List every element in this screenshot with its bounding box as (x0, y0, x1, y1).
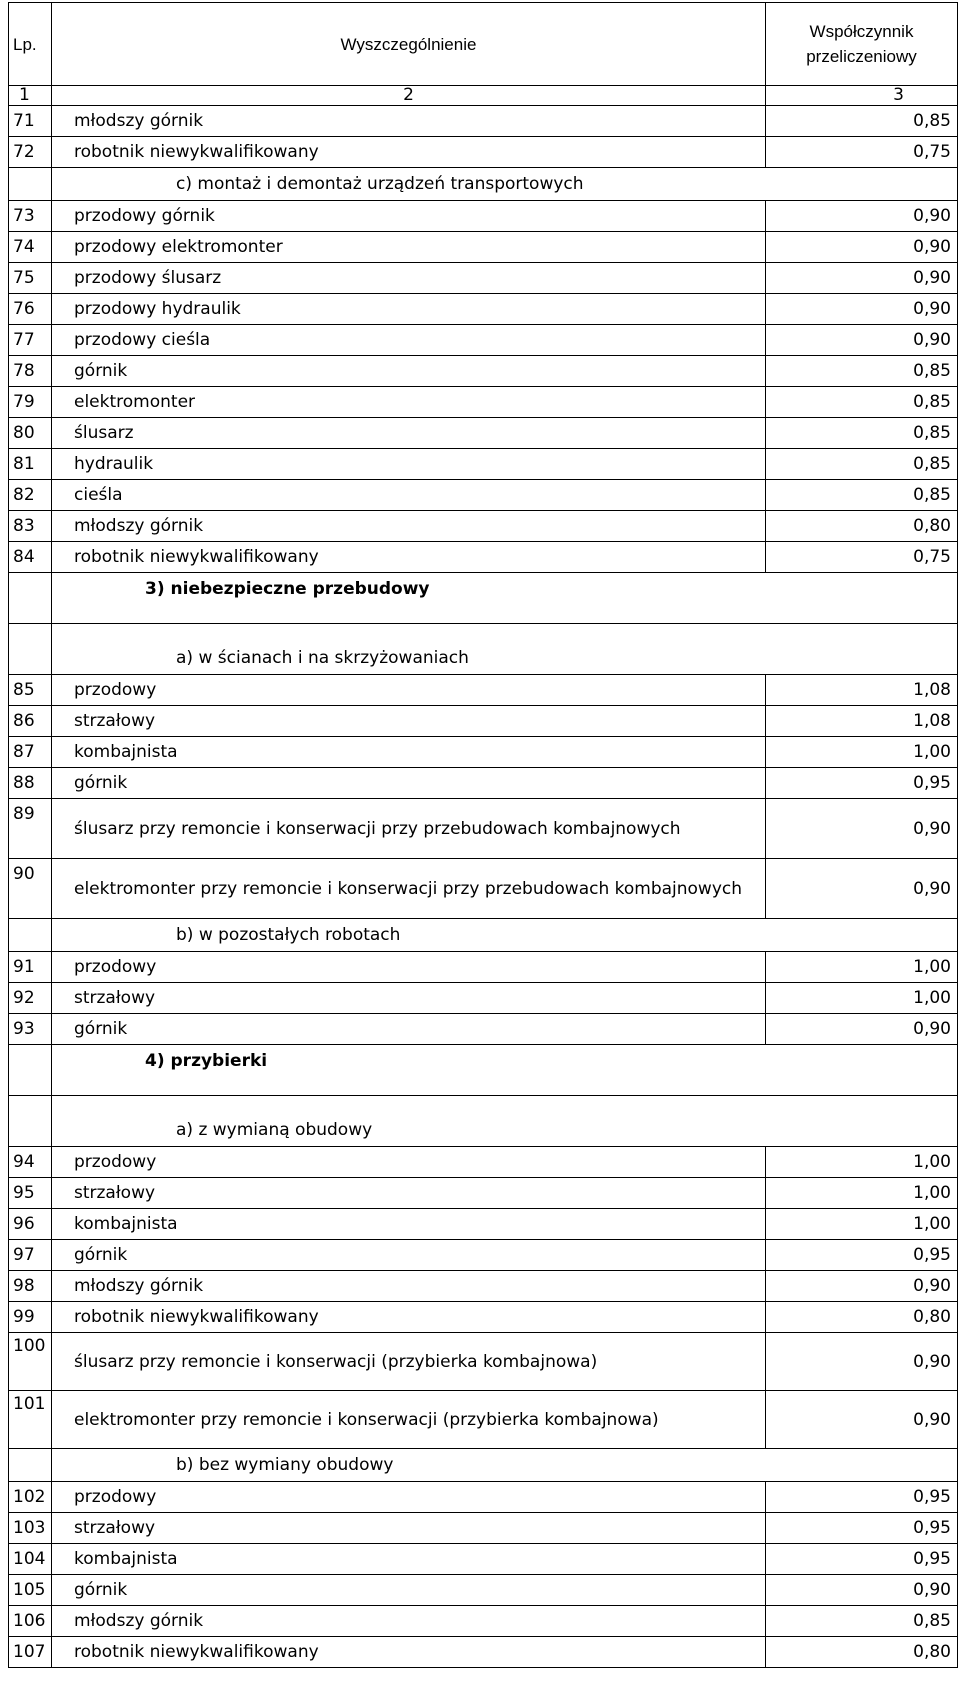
subsection-heading: a) z wymianą obudowy (52, 1096, 958, 1147)
subsection-heading-row (9, 1449, 958, 1482)
row-coefficient: 0,75 (766, 137, 958, 168)
empty-lp-cell (9, 1045, 52, 1096)
empty-lp-cell (9, 624, 52, 675)
section-heading: 3) niebezpieczne przebudowy (52, 573, 958, 624)
row-description: ślusarz przy remoncie i konserwacji przy przebudowach kombajnowych (52, 799, 766, 859)
row-description: przodowy (52, 1482, 766, 1513)
row-number: 87 (9, 737, 52, 768)
section-heading-row (9, 1045, 958, 1096)
row-number: 77 (9, 325, 52, 356)
table-row (9, 1513, 958, 1544)
row-number: 88 (9, 768, 52, 799)
row-coefficient: 0,85 (766, 449, 958, 480)
row-description: przodowy (52, 952, 766, 983)
subsection-heading: a) w ścianach i na skrzyżowaniach (52, 624, 958, 675)
row-number: 73 (9, 201, 52, 232)
row-coefficient: 0,90 (766, 1333, 958, 1391)
row-number: 102 (9, 1482, 52, 1513)
row-number: 91 (9, 952, 52, 983)
row-description: kombajnista (52, 1209, 766, 1240)
row-description: robotnik niewykwalifikowany (52, 542, 766, 573)
row-coefficient: 1,00 (766, 983, 958, 1014)
row-number: 97 (9, 1240, 52, 1271)
row-coefficient: 0,90 (766, 799, 958, 859)
row-coefficient: 0,90 (766, 1391, 958, 1449)
row-coefficient: 0,85 (766, 356, 958, 387)
row-coefficient: 0,90 (766, 1271, 958, 1302)
row-number: 95 (9, 1178, 52, 1209)
row-coefficient: 1,00 (766, 737, 958, 768)
row-coefficient: 0,95 (766, 1544, 958, 1575)
empty-lp-cell (9, 168, 52, 201)
row-coefficient: 0,95 (766, 1240, 958, 1271)
row-description: elektromonter (52, 387, 766, 418)
coefficient-table (8, 2, 958, 1668)
header-description: Wyszczególnienie (52, 3, 766, 86)
table-row (9, 952, 958, 983)
table-row (9, 137, 958, 168)
row-description: kombajnista (52, 737, 766, 768)
row-description: przodowy ślusarz (52, 263, 766, 294)
table-row (9, 1178, 958, 1209)
row-number: 84 (9, 542, 52, 573)
row-coefficient: 0,85 (766, 480, 958, 511)
header-lp: Lp. (9, 3, 52, 86)
row-coefficient: 0,75 (766, 542, 958, 573)
row-description: młodszy górnik (52, 1606, 766, 1637)
row-description: robotnik niewykwalifikowany (52, 1302, 766, 1333)
row-number: 74 (9, 232, 52, 263)
row-description: strzałowy (52, 1513, 766, 1544)
row-coefficient: 1,00 (766, 1178, 958, 1209)
row-description: strzałowy (52, 706, 766, 737)
column-number-1: 1 (9, 86, 52, 106)
row-number: 83 (9, 511, 52, 542)
row-coefficient: 0,85 (766, 387, 958, 418)
row-description: górnik (52, 1014, 766, 1045)
table-row (9, 511, 958, 542)
subsection-heading-row (9, 919, 958, 952)
row-description: robotnik niewykwalifikowany (52, 1637, 766, 1668)
table-row (9, 356, 958, 387)
row-coefficient: 0,90 (766, 263, 958, 294)
table-row (9, 106, 958, 137)
table-row (9, 201, 958, 232)
table-row (9, 325, 958, 356)
row-description: strzałowy (52, 1178, 766, 1209)
row-number: 98 (9, 1271, 52, 1302)
row-coefficient: 0,80 (766, 1637, 958, 1668)
row-number: 100 (9, 1333, 52, 1391)
subsection-heading: b) w pozostałych robotach (52, 919, 958, 952)
table-row (9, 480, 958, 511)
subsection-heading-row (9, 624, 958, 675)
row-description: kombajnista (52, 1544, 766, 1575)
table-row (9, 232, 958, 263)
subsection-heading: b) bez wymiany obudowy (52, 1449, 958, 1482)
row-description: górnik (52, 768, 766, 799)
row-coefficient: 1,00 (766, 952, 958, 983)
table-row (9, 768, 958, 799)
row-description: ślusarz (52, 418, 766, 449)
row-description: elektromonter przy remoncie i konserwacji przy przebudowach kombajnowych (52, 859, 766, 919)
table-row (9, 1482, 958, 1513)
section-heading-row (9, 573, 958, 624)
row-description: młodszy górnik (52, 1271, 766, 1302)
empty-lp-cell (9, 1449, 52, 1482)
row-coefficient: 1,00 (766, 1147, 958, 1178)
row-coefficient: 0,90 (766, 294, 958, 325)
header-coefficient: Współczynnik przeliczeniowy (766, 3, 958, 86)
row-coefficient: 0,95 (766, 1513, 958, 1544)
row-description: przodowy hydraulik (52, 294, 766, 325)
table-row (9, 542, 958, 573)
table-row (9, 294, 958, 325)
row-coefficient: 0,95 (766, 768, 958, 799)
table-row (9, 1333, 958, 1391)
table-row (9, 1302, 958, 1333)
table-row (9, 263, 958, 294)
row-number: 80 (9, 418, 52, 449)
table-row (9, 799, 958, 859)
column-number-2: 2 (52, 86, 766, 106)
table-row (9, 1544, 958, 1575)
row-coefficient: 0,90 (766, 859, 958, 919)
row-coefficient: 0,80 (766, 1302, 958, 1333)
row-number: 99 (9, 1302, 52, 1333)
row-description: ślusarz przy remoncie i konserwacji (przybierka kombajnowa) (52, 1333, 766, 1391)
row-description: młodszy górnik (52, 511, 766, 542)
row-description: strzałowy (52, 983, 766, 1014)
subsection-heading-row (9, 1096, 958, 1147)
row-coefficient: 0,80 (766, 511, 958, 542)
row-number: 103 (9, 1513, 52, 1544)
row-coefficient: 0,95 (766, 1482, 958, 1513)
table-row (9, 737, 958, 768)
row-description: górnik (52, 1575, 766, 1606)
row-coefficient: 0,90 (766, 325, 958, 356)
row-description: młodszy górnik (52, 106, 766, 137)
row-number: 89 (9, 799, 52, 859)
empty-lp-cell (9, 573, 52, 624)
row-coefficient: 0,85 (766, 1606, 958, 1637)
row-coefficient: 1,00 (766, 1209, 958, 1240)
row-coefficient: 0,90 (766, 1014, 958, 1045)
column-number-row (9, 86, 958, 106)
row-number: 76 (9, 294, 52, 325)
row-description: cieśla (52, 480, 766, 511)
row-number: 107 (9, 1637, 52, 1668)
row-number: 82 (9, 480, 52, 511)
row-number: 92 (9, 983, 52, 1014)
row-number: 106 (9, 1606, 52, 1637)
row-number: 105 (9, 1575, 52, 1606)
row-number: 94 (9, 1147, 52, 1178)
row-number: 81 (9, 449, 52, 480)
subsection-heading: c) montaż i demontaż urządzeń transportowych (52, 168, 958, 201)
table-row (9, 449, 958, 480)
row-description: przodowy górnik (52, 201, 766, 232)
row-description: przodowy (52, 1147, 766, 1178)
row-number: 101 (9, 1391, 52, 1449)
row-coefficient: 1,08 (766, 675, 958, 706)
row-coefficient: 0,85 (766, 106, 958, 137)
table-row (9, 1637, 958, 1668)
row-coefficient: 0,90 (766, 232, 958, 263)
section-heading: 4) przybierki (52, 1045, 958, 1096)
table-row (9, 1147, 958, 1178)
row-description: przodowy (52, 675, 766, 706)
row-number: 78 (9, 356, 52, 387)
row-description: górnik (52, 1240, 766, 1271)
table-row (9, 983, 958, 1014)
table-row (9, 418, 958, 449)
table-row (9, 1240, 958, 1271)
row-number: 71 (9, 106, 52, 137)
row-number: 72 (9, 137, 52, 168)
row-description: przodowy cieśla (52, 325, 766, 356)
empty-lp-cell (9, 1096, 52, 1147)
row-number: 75 (9, 263, 52, 294)
column-number-3: 3 (766, 86, 958, 106)
table-row (9, 1014, 958, 1045)
row-number: 93 (9, 1014, 52, 1045)
row-coefficient: 0,90 (766, 201, 958, 232)
table-row (9, 1209, 958, 1240)
row-number: 86 (9, 706, 52, 737)
table-row (9, 1391, 958, 1449)
table-row (9, 1606, 958, 1637)
row-description: przodowy elektromonter (52, 232, 766, 263)
row-coefficient: 0,90 (766, 1575, 958, 1606)
table-row (9, 859, 958, 919)
row-number: 104 (9, 1544, 52, 1575)
table-row (9, 387, 958, 418)
row-coefficient: 0,85 (766, 418, 958, 449)
row-number: 79 (9, 387, 52, 418)
row-coefficient: 1,08 (766, 706, 958, 737)
table-row (9, 1271, 958, 1302)
row-description: robotnik niewykwalifikowany (52, 137, 766, 168)
row-number: 90 (9, 859, 52, 919)
table-row (9, 675, 958, 706)
row-number: 96 (9, 1209, 52, 1240)
table-body (9, 106, 958, 1668)
table-header-row (9, 3, 958, 86)
table-row (9, 1575, 958, 1606)
row-description: hydraulik (52, 449, 766, 480)
row-description: elektromonter przy remoncie i konserwacji (przybierka kombajnowa) (52, 1391, 766, 1449)
row-description: górnik (52, 356, 766, 387)
table-row (9, 706, 958, 737)
empty-lp-cell (9, 919, 52, 952)
row-number: 85 (9, 675, 52, 706)
subsection-heading-row (9, 168, 958, 201)
